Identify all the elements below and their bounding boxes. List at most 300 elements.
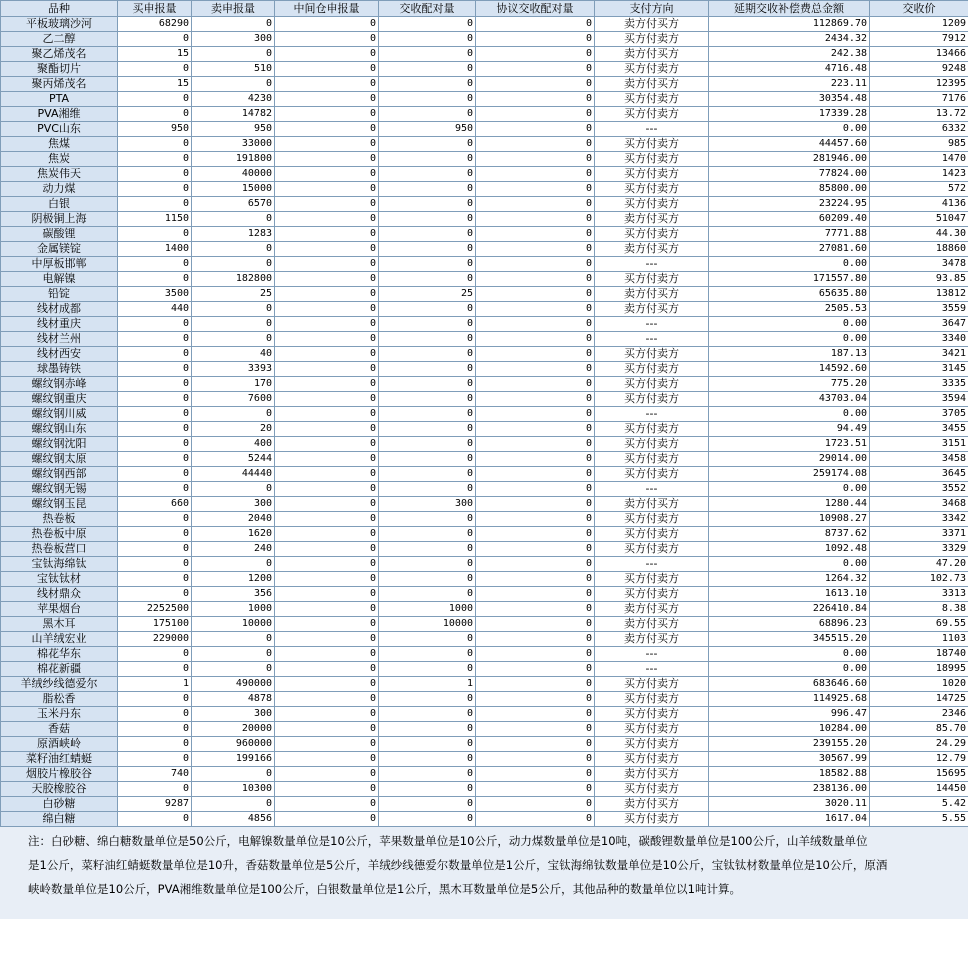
cell-compensation-total: 0.00: [709, 257, 870, 272]
cell-intermediate-declared: 0: [275, 227, 379, 242]
cell-delivery-price: 3455: [870, 422, 968, 437]
cell-delivery-price: 85.70: [870, 722, 968, 737]
cell-compensation-total: 281946.00: [709, 152, 870, 167]
table-row: [1, 122, 968, 137]
cell-sell-declared: 1000: [192, 602, 275, 617]
table-row: [1, 437, 968, 452]
cell-sell-declared: 0: [192, 317, 275, 332]
cell-payment-direction: ---: [595, 317, 709, 332]
cell-payment-direction: 卖方付买方: [595, 212, 709, 227]
cell-buy-declared: 0: [118, 557, 192, 572]
col-header-buy-declared: 买申报量: [118, 1, 192, 17]
cell-intermediate-declared: 0: [275, 452, 379, 467]
cell-buy-declared: 3500: [118, 287, 192, 302]
cell-delivery-price: 572: [870, 182, 968, 197]
cell-intermediate-declared: 0: [275, 77, 379, 92]
cell-sell-declared: 0: [192, 482, 275, 497]
table-row: [1, 152, 968, 167]
cell-compensation-total: 18582.88: [709, 767, 870, 782]
cell-intermediate-declared: 0: [275, 767, 379, 782]
cell-delivery-matched: 0: [379, 557, 476, 572]
cell-payment-direction: 卖方付买方: [595, 77, 709, 92]
cell-intermediate-declared: 0: [275, 647, 379, 662]
cell-buy-declared: 0: [118, 812, 192, 827]
cell-buy-declared: 0: [118, 407, 192, 422]
cell-payment-direction: 买方付卖方: [595, 527, 709, 542]
cell-delivery-matched: 0: [379, 317, 476, 332]
cell-payment-direction: ---: [595, 257, 709, 272]
cell-sell-declared: 0: [192, 17, 275, 32]
cell-buy-declared: 0: [118, 722, 192, 737]
cell-buy-declared: 0: [118, 542, 192, 557]
cell-sell-declared: 0: [192, 47, 275, 62]
cell-delivery-matched: 0: [379, 662, 476, 677]
table-row: [1, 302, 968, 317]
cell-sell-declared: 1283: [192, 227, 275, 242]
cell-compensation-total: 114925.68: [709, 692, 870, 707]
cell-variety: 天胶橡胶谷: [1, 782, 118, 797]
cell-agreement-matched: 0: [476, 617, 595, 632]
cell-intermediate-declared: 0: [275, 317, 379, 332]
table-row: [1, 197, 968, 212]
cell-variety: 白砂糖: [1, 797, 118, 812]
cell-buy-declared: 229000: [118, 632, 192, 647]
cell-intermediate-declared: 0: [275, 62, 379, 77]
cell-sell-declared: 400: [192, 437, 275, 452]
footnote-line: 注：白砂糖、绵白糖数量单位是50公斤，电解镍数量单位是10公斤，苹果数量单位是10公斤，动力煤数量单位是10吨，碳酸锂数量单位是100公斤，山羊绒数量单位: [28, 834, 868, 848]
cell-delivery-matched: 950: [379, 122, 476, 137]
cell-delivery-matched: 0: [379, 257, 476, 272]
cell-buy-declared: 0: [118, 152, 192, 167]
cell-variety: 金属镁锭: [1, 242, 118, 257]
cell-sell-declared: 490000: [192, 677, 275, 692]
cell-compensation-total: 187.13: [709, 347, 870, 362]
cell-intermediate-declared: 0: [275, 47, 379, 62]
cell-buy-declared: 0: [118, 227, 192, 242]
cell-variety: 线材鼎众: [1, 587, 118, 602]
cell-buy-declared: 15: [118, 47, 192, 62]
footnote-line: 峡岭数量单位是10公斤，PVA湘维数量单位是100公斤，白银数量单位是1公斤，黑木耳数量单位是5公斤，其他品种的数量单位以1吨计算。: [28, 882, 741, 896]
cell-buy-declared: 0: [118, 272, 192, 287]
cell-delivery-price: 14725: [870, 692, 968, 707]
cell-payment-direction: 买方付卖方: [595, 692, 709, 707]
cell-payment-direction: 买方付卖方: [595, 62, 709, 77]
cell-payment-direction: 买方付卖方: [595, 152, 709, 167]
cell-compensation-total: 0.00: [709, 332, 870, 347]
cell-delivery-matched: 0: [379, 377, 476, 392]
col-header-compensation-total: 延期交收补偿费总金额: [709, 1, 870, 17]
cell-agreement-matched: 0: [476, 272, 595, 287]
cell-variety: PVA湘维: [1, 107, 118, 122]
cell-delivery-matched: 0: [379, 407, 476, 422]
footnote-line: 是1公斤，菜籽油红蜻蜓数量单位是10升，香菇数量单位是5公斤，羊绒纱线德爱尔数量单位是1公斤，宝钛海绵钛数量单位是10公斤，宝钛钛材数量单位是10公斤，原酒: [28, 858, 888, 872]
cell-agreement-matched: 0: [476, 437, 595, 452]
cell-sell-declared: 15000: [192, 182, 275, 197]
cell-delivery-matched: 0: [379, 77, 476, 92]
cell-delivery-matched: 0: [379, 707, 476, 722]
cell-sell-declared: 0: [192, 407, 275, 422]
cell-delivery-matched: 1: [379, 677, 476, 692]
cell-agreement-matched: 0: [476, 812, 595, 827]
cell-buy-declared: 1400: [118, 242, 192, 257]
cell-delivery-matched: 0: [379, 647, 476, 662]
cell-delivery-matched: 0: [379, 767, 476, 782]
cell-sell-declared: 356: [192, 587, 275, 602]
cell-variety: 螺纹钢山东: [1, 422, 118, 437]
cell-sell-declared: 7600: [192, 392, 275, 407]
cell-variety: 热卷板中原: [1, 527, 118, 542]
cell-agreement-matched: 0: [476, 347, 595, 362]
table-row: [1, 752, 968, 767]
cell-payment-direction: 买方付卖方: [595, 182, 709, 197]
cell-payment-direction: 买方付卖方: [595, 812, 709, 827]
cell-payment-direction: 卖方付买方: [595, 287, 709, 302]
cell-sell-declared: 4856: [192, 812, 275, 827]
cell-sell-declared: 0: [192, 212, 275, 227]
table-row: [1, 257, 968, 272]
cell-buy-declared: 68290: [118, 17, 192, 32]
cell-payment-direction: 买方付卖方: [595, 707, 709, 722]
cell-delivery-matched: 0: [379, 242, 476, 257]
cell-variety: 电解镍: [1, 272, 118, 287]
cell-sell-declared: 10300: [192, 782, 275, 797]
cell-variety: 焦煤: [1, 137, 118, 152]
col-header-variety: 品种: [1, 1, 118, 17]
cell-agreement-matched: 0: [476, 632, 595, 647]
cell-delivery-price: 3458: [870, 452, 968, 467]
cell-buy-declared: 0: [118, 422, 192, 437]
cell-intermediate-declared: 0: [275, 467, 379, 482]
col-header-intermediate-declared: 中间仓申报量: [275, 1, 379, 17]
cell-buy-declared: 2252500: [118, 602, 192, 617]
table-row: [1, 812, 968, 827]
cell-buy-declared: 0: [118, 527, 192, 542]
cell-compensation-total: 223.11: [709, 77, 870, 92]
cell-buy-declared: 0: [118, 467, 192, 482]
cell-delivery-price: 24.29: [870, 737, 968, 752]
cell-compensation-total: 0.00: [709, 317, 870, 332]
cell-variety: 螺纹钢太原: [1, 452, 118, 467]
cell-variety: 平板玻璃沙河: [1, 17, 118, 32]
table-row: [1, 347, 968, 362]
cell-delivery-matched: 0: [379, 167, 476, 182]
cell-compensation-total: 1613.10: [709, 587, 870, 602]
cell-sell-declared: 3393: [192, 362, 275, 377]
cell-delivery-price: 3151: [870, 437, 968, 452]
cell-sell-declared: 0: [192, 767, 275, 782]
cell-delivery-matched: 10000: [379, 617, 476, 632]
cell-compensation-total: 10908.27: [709, 512, 870, 527]
cell-delivery-matched: 0: [379, 452, 476, 467]
cell-variety: 热卷板营口: [1, 542, 118, 557]
cell-agreement-matched: 0: [476, 317, 595, 332]
cell-variety: 螺纹钢西部: [1, 467, 118, 482]
cell-payment-direction: 卖方付买方: [595, 632, 709, 647]
cell-sell-declared: 0: [192, 662, 275, 677]
cell-compensation-total: 14592.60: [709, 362, 870, 377]
cell-intermediate-declared: 0: [275, 362, 379, 377]
cell-buy-declared: 0: [118, 332, 192, 347]
cell-delivery-price: 3645: [870, 467, 968, 482]
cell-payment-direction: 买方付卖方: [595, 392, 709, 407]
cell-delivery-price: 1103: [870, 632, 968, 647]
cell-payment-direction: 买方付卖方: [595, 137, 709, 152]
cell-delivery-matched: 0: [379, 137, 476, 152]
cell-delivery-matched: 0: [379, 17, 476, 32]
cell-buy-declared: 0: [118, 437, 192, 452]
cell-sell-declared: 300: [192, 32, 275, 47]
cell-agreement-matched: 0: [476, 242, 595, 257]
cell-delivery-matched: 0: [379, 527, 476, 542]
cell-delivery-matched: 0: [379, 227, 476, 242]
cell-delivery-matched: 0: [379, 812, 476, 827]
cell-intermediate-declared: 0: [275, 32, 379, 47]
cell-compensation-total: 17339.28: [709, 107, 870, 122]
cell-sell-declared: 182800: [192, 272, 275, 287]
cell-compensation-total: 27081.60: [709, 242, 870, 257]
cell-compensation-total: 0.00: [709, 407, 870, 422]
cell-compensation-total: 1617.04: [709, 812, 870, 827]
cell-agreement-matched: 0: [476, 77, 595, 92]
cell-delivery-matched: 300: [379, 497, 476, 512]
cell-intermediate-declared: 0: [275, 602, 379, 617]
cell-buy-declared: 0: [118, 362, 192, 377]
cell-variety: 香菇: [1, 722, 118, 737]
table-row: [1, 677, 968, 692]
cell-delivery-price: 1470: [870, 152, 968, 167]
cell-sell-declared: 510: [192, 62, 275, 77]
cell-compensation-total: 0.00: [709, 647, 870, 662]
cell-sell-declared: 0: [192, 332, 275, 347]
cell-variety: 原酒峡岭: [1, 737, 118, 752]
cell-delivery-matched: 0: [379, 152, 476, 167]
cell-delivery-matched: 0: [379, 47, 476, 62]
table-row: [1, 722, 968, 737]
cell-sell-declared: 0: [192, 632, 275, 647]
cell-agreement-matched: 0: [476, 137, 595, 152]
cell-payment-direction: 买方付卖方: [595, 227, 709, 242]
cell-agreement-matched: 0: [476, 392, 595, 407]
table-row: [1, 527, 968, 542]
table-row: [1, 512, 968, 527]
cell-delivery-matched: 0: [379, 512, 476, 527]
cell-delivery-price: 2346: [870, 707, 968, 722]
cell-sell-declared: 1200: [192, 572, 275, 587]
cell-variety: 烟胶片橡胶谷: [1, 767, 118, 782]
col-header-sell-declared: 卖申报量: [192, 1, 275, 17]
cell-buy-declared: 1: [118, 677, 192, 692]
cell-variety: 菜籽油红蜻蜓: [1, 752, 118, 767]
cell-delivery-matched: 0: [379, 347, 476, 362]
cell-buy-declared: 0: [118, 32, 192, 47]
cell-buy-declared: 0: [118, 107, 192, 122]
cell-payment-direction: 买方付卖方: [595, 377, 709, 392]
cell-buy-declared: 175100: [118, 617, 192, 632]
cell-intermediate-declared: 0: [275, 257, 379, 272]
cell-payment-direction: 卖方付买方: [595, 47, 709, 62]
cell-compensation-total: 171557.80: [709, 272, 870, 287]
cell-sell-declared: 4230: [192, 92, 275, 107]
cell-payment-direction: 卖方付买方: [595, 302, 709, 317]
table-row: [1, 452, 968, 467]
cell-delivery-matched: 0: [379, 437, 476, 452]
cell-buy-declared: 0: [118, 782, 192, 797]
cell-sell-declared: 20000: [192, 722, 275, 737]
table-header-row: [1, 1, 968, 17]
cell-compensation-total: 238136.00: [709, 782, 870, 797]
cell-payment-direction: 卖方付买方: [595, 797, 709, 812]
cell-agreement-matched: 0: [476, 797, 595, 812]
cell-delivery-price: 18740: [870, 647, 968, 662]
cell-agreement-matched: 0: [476, 767, 595, 782]
cell-agreement-matched: 0: [476, 17, 595, 32]
cell-delivery-matched: 0: [379, 212, 476, 227]
cell-payment-direction: ---: [595, 662, 709, 677]
cell-payment-direction: 买方付卖方: [595, 542, 709, 557]
cell-delivery-price: 12.79: [870, 752, 968, 767]
table-row: [1, 587, 968, 602]
cell-agreement-matched: 0: [476, 257, 595, 272]
cell-compensation-total: 0.00: [709, 482, 870, 497]
cell-compensation-total: 4716.48: [709, 62, 870, 77]
cell-compensation-total: 1723.51: [709, 437, 870, 452]
cell-compensation-total: 8737.62: [709, 527, 870, 542]
cell-agreement-matched: 0: [476, 47, 595, 62]
cell-compensation-total: 775.20: [709, 377, 870, 392]
cell-agreement-matched: 0: [476, 302, 595, 317]
cell-intermediate-declared: 0: [275, 212, 379, 227]
cell-buy-declared: 0: [118, 137, 192, 152]
cell-variety: 宝钛海绵钛: [1, 557, 118, 572]
cell-payment-direction: 卖方付买方: [595, 17, 709, 32]
cell-agreement-matched: 0: [476, 737, 595, 752]
cell-payment-direction: 买方付卖方: [595, 722, 709, 737]
cell-buy-declared: 0: [118, 197, 192, 212]
cell-agreement-matched: 0: [476, 497, 595, 512]
cell-intermediate-declared: 0: [275, 722, 379, 737]
cell-compensation-total: 259174.08: [709, 467, 870, 482]
cell-intermediate-declared: 0: [275, 752, 379, 767]
cell-sell-declared: 240: [192, 542, 275, 557]
cell-payment-direction: 买方付卖方: [595, 587, 709, 602]
cell-agreement-matched: 0: [476, 692, 595, 707]
cell-intermediate-declared: 0: [275, 182, 379, 197]
cell-compensation-total: 2434.32: [709, 32, 870, 47]
cell-buy-declared: 0: [118, 257, 192, 272]
cell-intermediate-declared: 0: [275, 557, 379, 572]
cell-delivery-price: 15695: [870, 767, 968, 782]
cell-variety: 棉花新疆: [1, 662, 118, 677]
cell-agreement-matched: 0: [476, 677, 595, 692]
cell-sell-declared: 40: [192, 347, 275, 362]
cell-intermediate-declared: 0: [275, 107, 379, 122]
cell-intermediate-declared: 0: [275, 302, 379, 317]
cell-variety: 黑木耳: [1, 617, 118, 632]
cell-buy-declared: 0: [118, 572, 192, 587]
cell-agreement-matched: 0: [476, 512, 595, 527]
cell-payment-direction: 买方付卖方: [595, 362, 709, 377]
table-row: [1, 32, 968, 47]
cell-intermediate-declared: 0: [275, 197, 379, 212]
cell-variety: 焦炭: [1, 152, 118, 167]
cell-sell-declared: 40000: [192, 167, 275, 182]
cell-compensation-total: 60209.40: [709, 212, 870, 227]
cell-agreement-matched: 0: [476, 122, 595, 137]
cell-payment-direction: 买方付卖方: [595, 107, 709, 122]
cell-delivery-price: 18995: [870, 662, 968, 677]
cell-agreement-matched: 0: [476, 197, 595, 212]
col-header-payment-direction: 支付方向: [595, 1, 709, 17]
cell-sell-declared: 0: [192, 302, 275, 317]
cell-buy-declared: 0: [118, 587, 192, 602]
cell-intermediate-declared: 0: [275, 272, 379, 287]
cell-delivery-price: 3468: [870, 497, 968, 512]
cell-compensation-total: 29014.00: [709, 452, 870, 467]
table-row: [1, 272, 968, 287]
cell-sell-declared: 0: [192, 797, 275, 812]
cell-delivery-price: 5.55: [870, 812, 968, 827]
cell-sell-declared: 10000: [192, 617, 275, 632]
cell-payment-direction: 卖方付买方: [595, 767, 709, 782]
cell-variety: 羊绒纱线德爱尔: [1, 677, 118, 692]
cell-compensation-total: 65635.80: [709, 287, 870, 302]
table-row: [1, 407, 968, 422]
cell-variety: 脂松香: [1, 692, 118, 707]
table-row: [1, 17, 968, 32]
cell-sell-declared: 199166: [192, 752, 275, 767]
cell-delivery-matched: 0: [379, 467, 476, 482]
cell-intermediate-declared: 0: [275, 617, 379, 632]
cell-delivery-matched: 0: [379, 482, 476, 497]
cell-buy-declared: 0: [118, 512, 192, 527]
cell-buy-declared: 15: [118, 77, 192, 92]
cell-sell-declared: 0: [192, 242, 275, 257]
cell-delivery-price: 3705: [870, 407, 968, 422]
table-row: [1, 182, 968, 197]
cell-delivery-matched: 0: [379, 797, 476, 812]
cell-buy-declared: 0: [118, 167, 192, 182]
cell-agreement-matched: 0: [476, 407, 595, 422]
cell-delivery-price: 1209: [870, 17, 968, 32]
table-row: [1, 242, 968, 257]
cell-payment-direction: 买方付卖方: [595, 272, 709, 287]
cell-delivery-matched: 0: [379, 422, 476, 437]
cell-buy-declared: 0: [118, 707, 192, 722]
cell-delivery-price: 9248: [870, 62, 968, 77]
cell-payment-direction: ---: [595, 122, 709, 137]
cell-payment-direction: 买方付卖方: [595, 92, 709, 107]
cell-delivery-price: 14450: [870, 782, 968, 797]
table-row: [1, 707, 968, 722]
table-row: [1, 617, 968, 632]
cell-delivery-matched: 0: [379, 692, 476, 707]
cell-sell-declared: 25: [192, 287, 275, 302]
cell-delivery-matched: 0: [379, 542, 476, 557]
cell-compensation-total: 77824.00: [709, 167, 870, 182]
cell-delivery-price: 3340: [870, 332, 968, 347]
cell-intermediate-declared: 0: [275, 482, 379, 497]
cell-delivery-price: 7176: [870, 92, 968, 107]
cell-buy-declared: 740: [118, 767, 192, 782]
cell-buy-declared: 950: [118, 122, 192, 137]
cell-intermediate-declared: 0: [275, 797, 379, 812]
cell-delivery-matched: 1000: [379, 602, 476, 617]
table-row: [1, 602, 968, 617]
cell-sell-declared: 191800: [192, 152, 275, 167]
table-row: [1, 557, 968, 572]
cell-delivery-matched: 0: [379, 272, 476, 287]
cell-payment-direction: 买方付卖方: [595, 752, 709, 767]
